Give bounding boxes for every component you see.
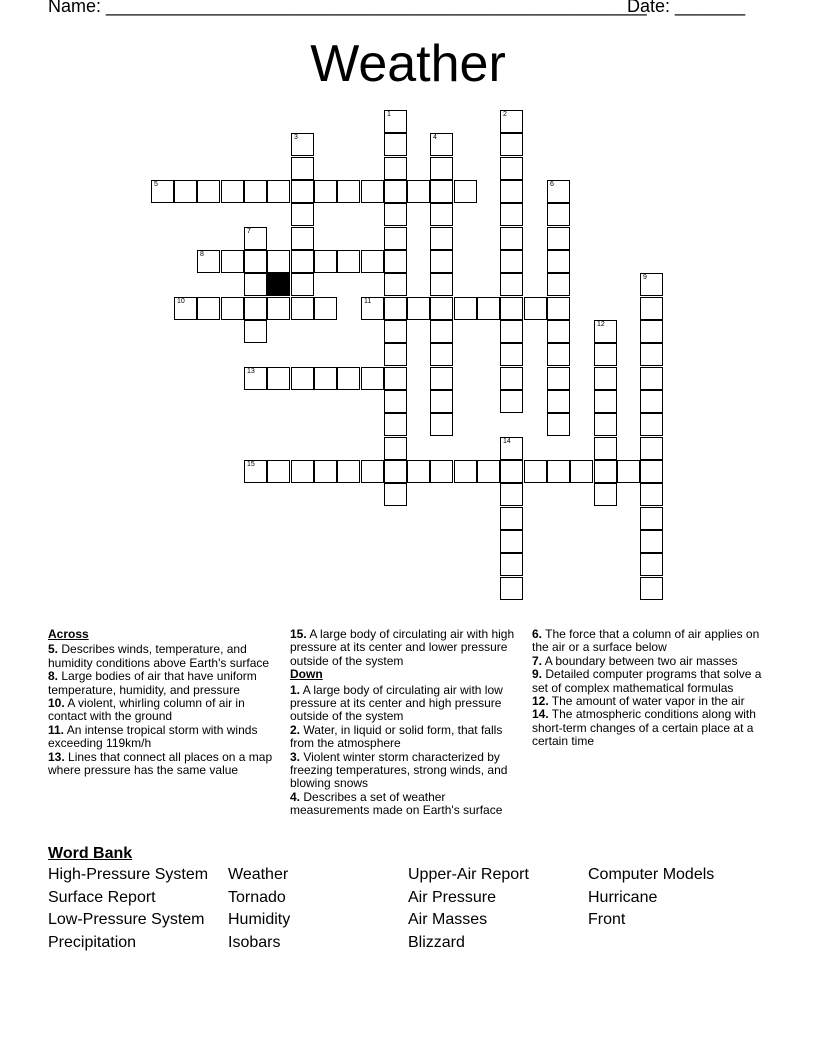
crossword-cell[interactable] [547,320,570,343]
clue-number: 3 [294,134,298,141]
crossword-cell[interactable] [407,460,430,483]
crossword-cell[interactable] [314,250,337,273]
crossword-cell[interactable] [430,413,453,436]
clue-number: 12. [532,694,549,709]
clue-item [532,708,764,748]
crossword-cell[interactable] [500,110,523,133]
clue-item [48,643,280,670]
clue-number: 5 [154,181,158,188]
crossword-cell[interactable] [500,320,523,343]
crossword-cell[interactable] [500,483,523,506]
crossword-cell[interactable] [640,320,663,343]
crossword-cell[interactable] [430,367,453,390]
crossword-cell[interactable] [524,460,547,483]
word-bank-item: Isobars [228,934,281,952]
crossword-cell[interactable] [361,367,384,390]
clue-number: 11. [48,722,65,737]
clue-text: Describes winds, temperature, and humidity conditions above Earth's surface [48,642,270,670]
crossword-cell[interactable] [454,297,477,320]
crossword-cell[interactable] [197,297,220,320]
crossword-cell[interactable] [547,367,570,390]
clue-number: 15 [247,461,255,468]
crossword-cell[interactable] [291,273,314,296]
clue-number: 2 [503,111,507,118]
date-field[interactable]: Date: _______ [627,0,746,16]
clue-number: 14. [532,707,549,722]
crossword-cell[interactable] [267,180,290,203]
crossword-cell[interactable] [500,157,523,180]
clue-number: 4. [290,789,301,804]
crossword-cell[interactable] [384,460,407,483]
clue-number: 12 [597,321,605,328]
clue-number: 11 [364,298,372,305]
crossword-cell[interactable] [640,577,663,600]
crossword-cell[interactable] [244,320,267,343]
word-bank-item: Front [588,911,626,929]
clue-number: 8 [200,251,204,258]
name-field[interactable]: Name: ______________________________________________________ [48,0,647,16]
crossword-cell[interactable] [477,460,500,483]
crossword-cell[interactable] [430,297,453,320]
crossword-cell[interactable] [384,437,407,460]
crossword-cell[interactable] [291,203,314,226]
word-bank-item: Air Masses [408,911,488,929]
crossword-cell[interactable] [500,437,523,460]
crossword-cell[interactable] [570,460,593,483]
clue-item [48,724,280,751]
clue-text: Water, in liquid or solid form, that falls from the atmosphere [290,722,503,751]
crossword-cell[interactable] [547,273,570,296]
crossword-cell[interactable] [500,507,523,530]
crossword-cell[interactable] [337,460,360,483]
clue-item [532,695,764,708]
crossword-cell[interactable] [640,413,663,436]
crossword-cell[interactable] [594,320,617,343]
crossword-cell[interactable] [594,460,617,483]
crossword-cell[interactable] [361,297,384,320]
word-bank-item: Computer Models [588,866,715,883]
crossword-cell[interactable] [384,320,407,343]
crossword-cell[interactable] [640,553,663,576]
crossword-cell[interactable] [430,250,453,273]
clue-item [290,724,522,751]
crossword-cell[interactable] [337,367,360,390]
across-heading: Across [48,627,89,641]
clues-column-3 [532,628,764,749]
crossword-cell[interactable] [384,483,407,506]
crossword-cell[interactable] [267,297,290,320]
crossword-cell[interactable] [547,180,570,203]
crossword-cell[interactable] [361,250,384,273]
crossword-cell[interactable] [594,483,617,506]
across-clue-list-continued [290,628,522,668]
crossword-cell[interactable] [500,343,523,366]
across-clue-list [48,643,280,777]
crossword-cell[interactable] [291,133,314,156]
crossword-cell[interactable] [430,460,453,483]
crossword-cell[interactable] [291,227,314,250]
clues-column-1 [48,628,280,777]
crossword-cell[interactable] [547,413,570,436]
word-bank-item: Air Pressure [408,888,497,906]
clue-text: Lines that connect all places on a map where pressure has the same value [48,749,273,778]
crossword-cell[interactable] [640,390,663,413]
crossword-cell[interactable] [454,180,477,203]
clue-text: Violent winter storm characterized by freezing temperatures, strong winds, and blowing snows [290,749,508,791]
crossword-cell[interactable] [640,273,663,296]
crossword-cell[interactable] [594,413,617,436]
page-title: Weather [310,35,506,93]
crossword-cell[interactable] [640,507,663,530]
crossword-cell[interactable] [430,320,453,343]
crossword-cell[interactable] [430,273,453,296]
clue-text: Large bodies of air that have uniform temperature, humidity, and pressure [48,669,257,697]
clue-text: Describes a set of weather measurements made on Earth's surface [290,789,503,818]
clue-number: 7. [532,653,543,668]
crossword-cell[interactable] [384,297,407,320]
clue-number: 3. [290,749,301,764]
word-bank-item: Upper-Air Report [408,866,529,883]
word-bank-item: Blizzard [408,934,465,952]
crossword-cell[interactable] [384,273,407,296]
crossword-cell[interactable] [361,180,384,203]
crossword-cell[interactable] [430,227,453,250]
crossword-cell[interactable] [500,133,523,156]
clue-item [48,697,280,724]
clue-number: 10 [177,298,185,305]
clue-item [290,628,522,668]
crossword-cell[interactable] [547,203,570,226]
crossword-cell[interactable] [384,343,407,366]
word-bank-item: Humidity [228,911,291,929]
crossword-cell[interactable] [500,367,523,390]
clue-number: 7 [247,228,251,235]
word-bank-item: Precipitation [48,934,137,952]
crossword-cell[interactable] [221,180,244,203]
crossword-cell[interactable] [291,367,314,390]
crossword-cell[interactable] [314,367,337,390]
crossword-cell[interactable] [174,180,197,203]
down-heading: Down [290,667,323,682]
crossword-cell[interactable] [430,390,453,413]
crossword-cell[interactable] [500,390,523,413]
crossword-cell[interactable] [314,460,337,483]
crossword-cell[interactable] [547,343,570,366]
crossword-cell[interactable] [244,367,267,390]
crossword-cell[interactable] [407,180,430,203]
clue-item [532,668,764,695]
crossword-cell[interactable] [454,460,477,483]
crossword-cell[interactable] [244,460,267,483]
clue-item [290,791,522,818]
crossword-cell[interactable] [500,460,523,483]
crossword-cell[interactable] [384,133,407,156]
clue-text: A boundary between two air masses [542,653,738,668]
crossword-cell[interactable] [640,343,663,366]
crossword-cell[interactable] [337,180,360,203]
crossword-cell[interactable] [640,530,663,553]
crossword-cell[interactable] [314,180,337,203]
clue-number: 14 [503,438,511,445]
clue-number: 9 [643,274,647,281]
clue-item [290,751,522,791]
crossword-cell[interactable] [361,460,384,483]
down-clue-list-continued [532,628,764,749]
crossword-cell[interactable] [244,250,267,273]
crossword-cell[interactable] [291,297,314,320]
crossword-cell[interactable] [244,227,267,250]
clue-text: The atmospheric conditions along with short-term changes of a certain place at a certain time [532,707,756,749]
crossword-cell[interactable] [500,273,523,296]
word-bank-item: Low-Pressure System [48,911,205,929]
clue-text: The force that a column of air applies on the air or a surface below [532,627,760,655]
word-bank-item: Tornado [228,888,286,906]
crossword-cell[interactable] [500,203,523,226]
crossword-cell[interactable] [291,460,314,483]
crossword-cell[interactable] [384,390,407,413]
clue-text: A violent, whirling column of air in contact with the ground [48,696,245,724]
clue-number: 10. [48,696,65,711]
crossword-cell[interactable] [384,180,407,203]
crossword-cell[interactable] [197,250,220,273]
clue-number: 8. [48,669,59,684]
crossword-cell[interactable] [640,460,663,483]
crossword-cell[interactable] [594,343,617,366]
crossword-cell[interactable] [594,437,617,460]
crossword-cell[interactable] [617,460,640,483]
crossword-cell[interactable] [500,297,523,320]
crossword-cell[interactable] [640,437,663,460]
clues-column-2 [290,628,522,818]
crossword-cell[interactable] [430,180,453,203]
crossword-cell[interactable] [477,297,500,320]
crossword-cell[interactable] [337,250,360,273]
crossword-cell[interactable] [384,110,407,133]
crossword-cell[interactable] [384,413,407,436]
clue-item [532,628,764,655]
clue-item [290,684,522,724]
clue-text: The amount of water vapor in the air [548,694,745,709]
crossword-cell[interactable] [547,227,570,250]
clue-item [532,655,764,668]
crossword-cell[interactable] [244,297,267,320]
clue-number: 1 [387,111,391,118]
crossword-cell[interactable] [384,157,407,180]
crossword-cell[interactable] [594,390,617,413]
crossword-cell[interactable] [244,180,267,203]
crossword-cell[interactable] [500,227,523,250]
crossword-cell[interactable] [221,297,244,320]
word-bank-item: Surface Report [48,888,156,906]
clue-number: 6. [532,627,543,641]
clue-text: Detailed computer programs that solve a set of complex mathematical formulas [532,667,762,695]
crossword-cell[interactable] [174,297,197,320]
crossword-cell[interactable] [267,460,290,483]
crossword-cell[interactable] [291,157,314,180]
crossword-cell[interactable] [430,157,453,180]
clue-item [48,670,280,697]
word-bank-item: Weather [228,866,289,883]
crossword-cell[interactable] [291,180,314,203]
crossword-cell[interactable] [221,250,244,273]
crossword-cell[interactable] [500,530,523,553]
crossword-cell[interactable] [500,180,523,203]
crossword-cell[interactable] [547,460,570,483]
crossword-cell[interactable] [314,297,337,320]
clue-number: 1. [290,682,301,697]
crossword-cell[interactable] [267,367,290,390]
clue-text: A large body of circulating air with high pressure at its center and lower pressure outside of the system [290,627,515,668]
crossword-cell[interactable] [267,250,290,273]
clue-number: 13 [247,368,255,375]
clue-number: 5. [48,642,59,657]
clue-number: 4 [433,134,437,141]
crossword-cell[interactable] [640,483,663,506]
crossword-black-cell [267,273,290,296]
crossword-cell[interactable] [500,553,523,576]
crossword-cell[interactable] [197,180,220,203]
crossword-cell[interactable] [407,297,430,320]
crossword-cell[interactable] [151,180,174,203]
crossword-cell[interactable] [384,203,407,226]
clue-number: 2. [290,722,301,737]
crossword-cell[interactable] [430,203,453,226]
word-bank-item: High-Pressure System [48,866,209,883]
crossword-cell[interactable] [500,250,523,273]
crossword-cell[interactable] [430,133,453,156]
clue-number: 13. [48,749,65,764]
crossword-cell[interactable] [384,367,407,390]
word-bank-item: Hurricane [588,888,658,906]
crossword-cell[interactable] [640,367,663,390]
crossword-cell[interactable] [594,367,617,390]
clue-text: An intense tropical storm with winds exceeding 119km/h [48,722,258,751]
crossword-cell[interactable] [547,297,570,320]
clue-text: A large body of circulating air with low pressure at its center and high pressure outside of the system [290,682,503,724]
clue-item [48,751,280,778]
crossword-cell[interactable] [244,273,267,296]
word-bank-title: Word Bank [48,845,133,862]
clue-number: 9. [532,667,543,682]
clue-number: 6 [550,181,554,188]
crossword-cell[interactable] [500,577,523,600]
clue-number: 15. [290,627,307,641]
crossword-cell[interactable] [384,227,407,250]
crossword-cell[interactable] [430,343,453,366]
crossword-cell[interactable] [291,250,314,273]
down-clue-list [290,684,522,818]
crossword-cell[interactable] [547,390,570,413]
crossword-cell[interactable] [640,297,663,320]
crossword-cell[interactable] [547,250,570,273]
crossword-cell[interactable] [524,297,547,320]
crossword-cell[interactable] [384,250,407,273]
